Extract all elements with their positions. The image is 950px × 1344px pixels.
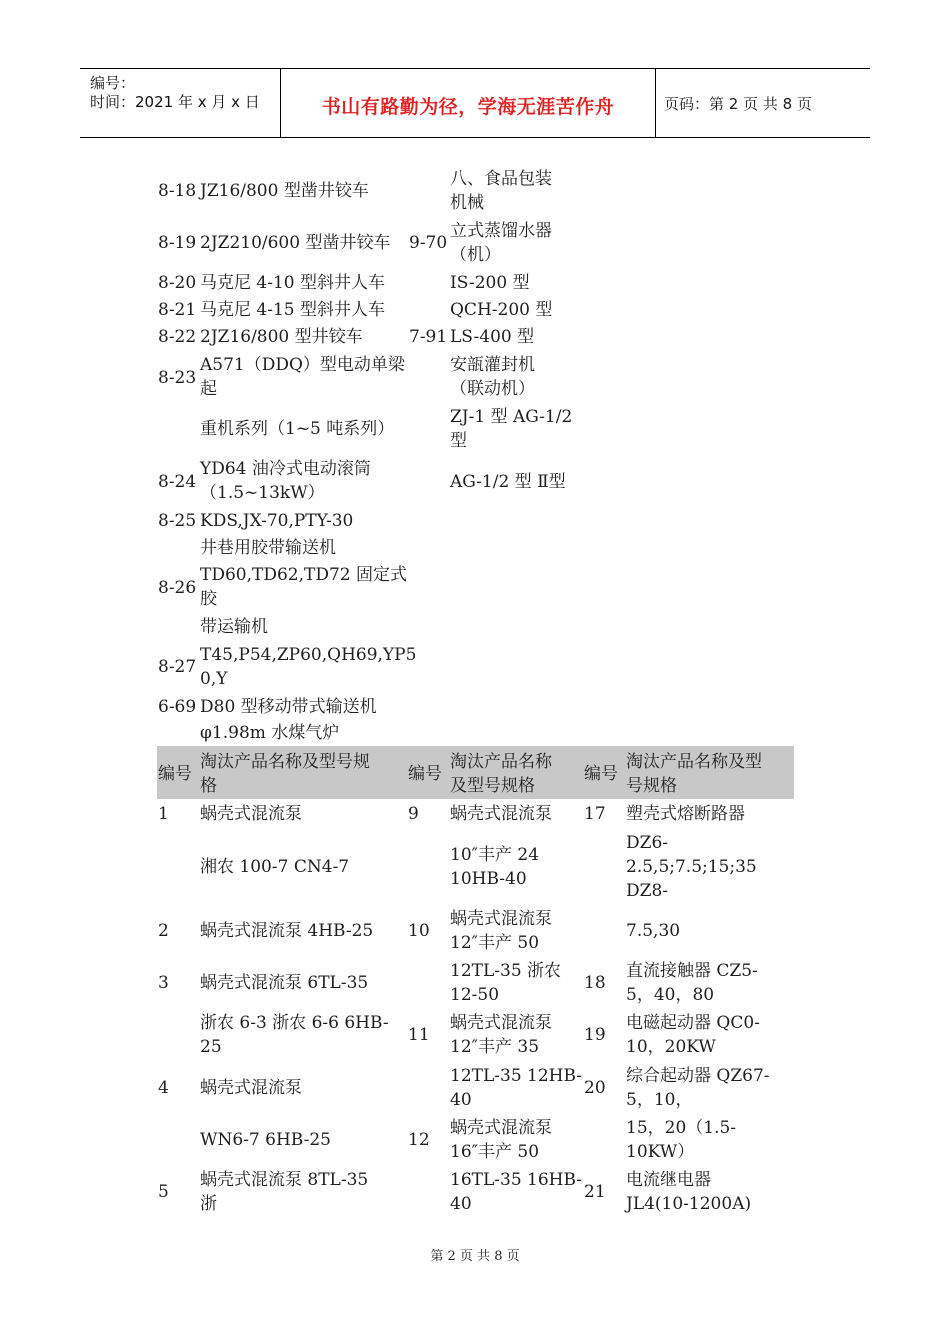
table-cell-number: 2 [158, 921, 169, 941]
table-cell: 塑壳式熔断路器 [626, 804, 745, 824]
list-right-text: 型 [450, 431, 467, 451]
table-cell-number: 1 [158, 804, 169, 824]
table-cell: 10，20KW [626, 1037, 716, 1057]
table-cell: 5，10， [626, 1090, 693, 1110]
table-cell: 蜗壳式混流泵 6TL-35 [200, 973, 369, 993]
table-cell: 2.5,5;7.5;15;35 [626, 857, 757, 877]
table-cell: 蜗壳式混流泵 [450, 909, 552, 929]
table-cell: 蜗壳式混流泵 [200, 1078, 302, 1098]
table-cell: 蜗壳式混流泵 [450, 804, 552, 824]
document-number-label: 编号： [90, 74, 136, 92]
list-right-text: AG-1/2 型 Ⅱ型 [450, 472, 566, 492]
list-code: 6-69 [158, 697, 197, 717]
table-cell-number: 17 [584, 804, 606, 824]
table-cell-number: 3 [158, 973, 169, 993]
list-name: φ1.98m 水煤气炉 [200, 723, 340, 743]
table-header-cell: 淘汰产品名称及型号规 [200, 752, 370, 772]
list-code: 7-91 [409, 327, 448, 347]
page-header [80, 68, 870, 138]
list-code: 9-70 [409, 233, 448, 253]
list-right-text: 立式蒸馏水器 [450, 221, 552, 241]
table-cell-number: 4 [158, 1078, 169, 1098]
list-code: 8-18 [158, 181, 197, 201]
table-cell-number: 18 [584, 973, 606, 993]
document-time-label: 时间：2021 年 x 月 x 日 [90, 93, 260, 111]
table-cell: 10HB-40 [450, 869, 527, 889]
table-cell: 12-50 [450, 985, 500, 1005]
list-code: 8-25 [158, 511, 197, 531]
table-cell: 12TL-35 浙农 [450, 961, 562, 981]
list-name: 2JZ16/800 型井铰车 [200, 327, 363, 347]
list-name: 井巷用胶带输送机 [200, 538, 336, 558]
table-cell-number: 9 [408, 804, 419, 824]
table-cell-number: 11 [408, 1025, 430, 1045]
table-cell: 16TL-35 16HB- [450, 1170, 583, 1190]
list-name: 带运输机 [200, 617, 268, 637]
table-cell: 25 [200, 1037, 222, 1057]
list-right-text: 八、食品包装 [450, 169, 552, 189]
table-cell: DZ6- [626, 833, 669, 853]
table-header-cell: 及型号规格 [450, 776, 535, 796]
list-code: 8-22 [158, 327, 197, 347]
list-name: 0,Y [200, 669, 228, 689]
list-code: 8-26 [158, 578, 197, 598]
list-name: 重机系列（1~5 吨系列） [200, 419, 395, 439]
table-header-cell: 号规格 [626, 776, 677, 796]
table-cell: 16″丰产 50 [450, 1142, 540, 1162]
table-cell: 12″丰产 50 [450, 933, 540, 953]
list-right-text: 安瓿灌封机 [450, 355, 535, 375]
table-cell: 综合起动器 QZ67- [626, 1066, 770, 1086]
table-cell: JL4(10-1200A) [626, 1194, 752, 1214]
table-cell: 浙 [200, 1194, 217, 1214]
table-cell: 7.5,30 [626, 921, 681, 941]
list-code: 8-19 [158, 233, 197, 253]
list-name: A571（DDQ）型电动单梁 [200, 355, 405, 375]
list-name: TD60,TD62,TD72 固定式 [200, 565, 408, 585]
list-name: JZ16/800 型凿井铰车 [200, 181, 369, 201]
table-header-cell: 编号 [584, 764, 618, 784]
table-cell: DZ8- [626, 881, 669, 901]
list-name: D80 型移动带式输送机 [200, 697, 377, 717]
list-right-text: QCH-200 型 [450, 300, 553, 320]
table-cell: 电磁起动器 QC0- [626, 1013, 760, 1033]
table-cell: 蜗壳式混流泵 [450, 1118, 552, 1138]
table-cell: 15，20（1.5- [626, 1118, 737, 1138]
list-code: 8-23 [158, 368, 197, 388]
list-name: 2JZ210/600 型凿井铰车 [200, 233, 391, 253]
table-header-cell: 淘汰产品名称 [450, 752, 552, 772]
page-number-label: 页码：第 2 页 共 8 页 [664, 95, 812, 113]
list-right-text: IS-200 型 [450, 273, 530, 293]
list-name: 起 [200, 379, 217, 399]
header-page-cell [655, 69, 870, 137]
table-cell-number: 20 [584, 1078, 606, 1098]
table-header-cell: 编号 [158, 764, 192, 784]
motto-text: 书山有路勤为径，学海无涯苦作舟 [321, 96, 615, 118]
table-cell: 蜗壳式混流泵 [450, 1013, 552, 1033]
list-right-text: ZJ-1 型 AG-1/2 [450, 407, 573, 427]
page-footer: 第 2 页 共 8 页 [430, 1249, 520, 1264]
list-code: 8-21 [158, 300, 197, 320]
list-right-text: 机械 [450, 193, 484, 213]
table-cell: 12″丰产 35 [450, 1037, 540, 1057]
table-cell: 10KW） [626, 1142, 695, 1162]
list-name: KDS,JX-70,PTY-30 [200, 511, 354, 531]
table-cell: 10″丰产 24 [450, 845, 540, 865]
header-motto-cell [280, 69, 656, 137]
list-name: 马克尼 4-10 型斜井人车 [200, 273, 385, 293]
list-name: 胶 [200, 589, 217, 609]
table-header-cell: 编号 [408, 764, 442, 784]
table-cell: 40 [450, 1090, 472, 1110]
table-cell: 浙农 6-3 浙农 6-6 6HB- [200, 1013, 389, 1033]
table-cell: 湘农 100-7 CN4-7 [200, 857, 350, 877]
table-header-cell: 格 [200, 776, 217, 796]
table-cell: 蜗壳式混流泵 [200, 804, 302, 824]
table-cell: WN6-7 6HB-25 [200, 1130, 331, 1150]
table-cell: 蜗壳式混流泵 4HB-25 [200, 921, 374, 941]
list-right-text: （机） [450, 245, 501, 265]
list-name: 马克尼 4-15 型斜井人车 [200, 300, 385, 320]
list-name: YD64 油冷式电动滚筒 [200, 459, 371, 479]
table-cell-number: 12 [408, 1130, 430, 1150]
table-cell: 直流接触器 CZ5- [626, 961, 758, 981]
table-cell: 12TL-35 12HB- [450, 1066, 583, 1086]
list-name: （1.5~13kW） [200, 483, 325, 503]
table-cell-number: 21 [584, 1182, 606, 1202]
list-code: 8-24 [158, 472, 197, 492]
table-cell: 电流继电器 [626, 1170, 711, 1190]
table-cell-number: 5 [158, 1182, 169, 1202]
header-info-cell [80, 69, 280, 137]
table-header-cell: 淘汰产品名称及型 [626, 752, 762, 772]
table-cell: 5，40，80 [626, 985, 715, 1005]
list-right-text: （联动机） [450, 379, 535, 399]
list-code: 8-27 [158, 657, 197, 677]
table-cell: 蜗壳式混流泵 8TL-35 [200, 1170, 369, 1190]
list-name: T45,P54,ZP60,QH69,YP5 [200, 645, 417, 665]
list-code: 8-20 [158, 273, 197, 293]
table-cell-number: 19 [584, 1025, 606, 1045]
table-cell: 40 [450, 1194, 472, 1214]
list-right-text: LS-400 型 [450, 327, 535, 347]
table-cell-number: 10 [408, 921, 430, 941]
